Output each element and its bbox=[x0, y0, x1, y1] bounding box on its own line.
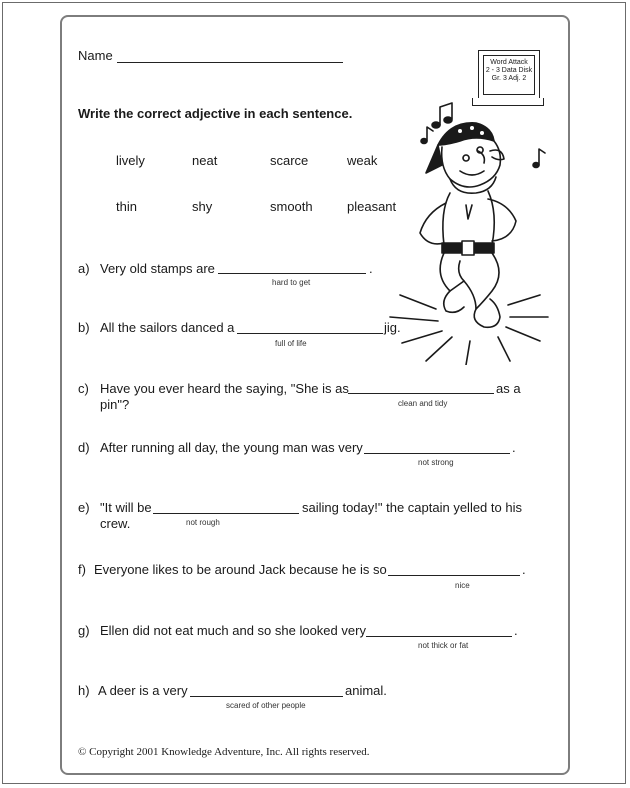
badge-line: Gr. 3 Adj. 2 bbox=[491, 75, 527, 82]
answer-blank[interactable] bbox=[190, 696, 343, 697]
word-bank-item: scarce bbox=[270, 153, 309, 168]
question-text: Have you ever heard the saying, "She is as bbox=[100, 381, 349, 396]
question-text-end: . bbox=[369, 261, 373, 276]
question-letter: f) bbox=[78, 562, 86, 577]
music-note-icon bbox=[533, 149, 545, 168]
hint-label: hard to get bbox=[272, 278, 311, 287]
question-text-continued: crew. bbox=[100, 516, 131, 531]
word-bank-item: smooth bbox=[270, 199, 313, 214]
music-note-icon bbox=[421, 127, 433, 144]
answer-blank[interactable] bbox=[218, 273, 366, 274]
computer-monitor-icon bbox=[478, 50, 540, 100]
question-letter: b) bbox=[78, 320, 90, 335]
answer-blank[interactable] bbox=[366, 636, 512, 637]
word-bank-item: pleasant bbox=[347, 199, 397, 214]
question-text: A deer is a very bbox=[98, 683, 188, 698]
hint-label: full of life bbox=[275, 339, 307, 348]
word-bank-item: thin bbox=[116, 199, 137, 214]
question-letter: h) bbox=[78, 683, 90, 698]
question-text-end: sailing today!" the captain yelled to his bbox=[302, 500, 522, 515]
hint-label: clean and tidy bbox=[398, 399, 448, 408]
question-text-end: animal. bbox=[345, 683, 387, 698]
word-bank-item: neat bbox=[192, 153, 218, 168]
question-text-end: . bbox=[514, 623, 518, 638]
name-label: Name bbox=[78, 48, 113, 63]
dancing-pirate-illustration bbox=[380, 95, 560, 365]
hint-label: not thick or fat bbox=[418, 641, 469, 650]
question-letter: d) bbox=[78, 440, 90, 455]
badge-screen bbox=[483, 55, 535, 95]
question-text-end: jig. bbox=[384, 320, 401, 335]
question-text: Ellen did not eat much and so she looked very bbox=[100, 623, 366, 638]
question-letter: g) bbox=[78, 623, 90, 638]
question-letter: c) bbox=[78, 381, 89, 396]
question-text-continued: pin"? bbox=[100, 397, 130, 412]
music-note-icon bbox=[432, 103, 452, 128]
hint-label: scared of other people bbox=[226, 701, 306, 710]
question-text: Everyone likes to be around Jack because he is so bbox=[94, 562, 387, 577]
answer-blank[interactable] bbox=[388, 575, 520, 576]
question-text-end: as a bbox=[496, 381, 521, 396]
hint-label: nice bbox=[455, 581, 470, 590]
question-text: After running all day, the young man was very bbox=[100, 440, 363, 455]
question-text: Very old stamps are bbox=[100, 261, 215, 276]
answer-blank[interactable] bbox=[364, 453, 510, 454]
question-text: All the sailors danced a bbox=[100, 320, 235, 335]
word-bank-item: weak bbox=[347, 153, 378, 168]
answer-blank[interactable] bbox=[237, 333, 383, 334]
hint-label: not strong bbox=[418, 458, 454, 467]
word-bank-item: shy bbox=[192, 199, 213, 214]
badge-line: 2 - 3 Data Disk bbox=[485, 67, 533, 74]
word-bank-item: lively bbox=[116, 153, 145, 168]
instructions: Write the correct adjective in each sentence. bbox=[78, 106, 353, 121]
question-text-end: . bbox=[512, 440, 516, 455]
copyright-notice: © Copyright 2001 Knowledge Adventure, Inc. All rights reserved. bbox=[78, 746, 370, 758]
name-line bbox=[117, 62, 343, 63]
question-letter: a) bbox=[78, 261, 90, 276]
question-text-end: . bbox=[522, 562, 526, 577]
answer-blank[interactable] bbox=[153, 513, 299, 514]
answer-blank[interactable] bbox=[348, 393, 494, 394]
question-letter: e) bbox=[78, 500, 90, 515]
badge-line: Word Attack bbox=[490, 59, 528, 66]
question-text: "It will be bbox=[100, 500, 152, 515]
hint-label: not rough bbox=[186, 518, 220, 527]
